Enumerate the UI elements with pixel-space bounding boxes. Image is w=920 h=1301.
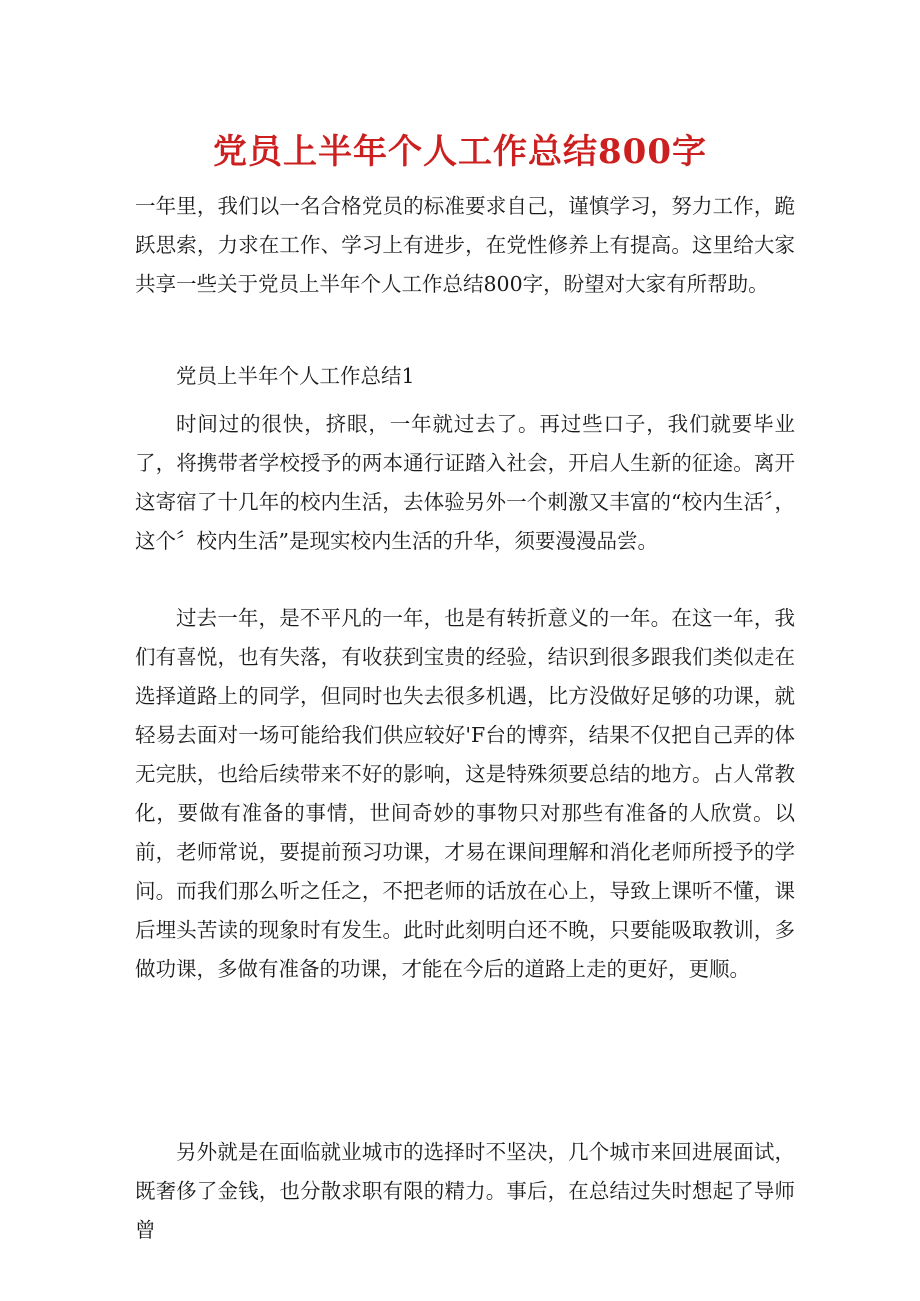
section-heading: 党员上半年个人工作总结1 (176, 364, 415, 388)
intro-paragraph: 一年里，我们以一名合格党员的标准要求自己，谨慎学习，努力工作，跪跃思索，力求在工作、学习上有进步，在党性修养上有提高。这里给大家共享一些关于党员上半年个人工作总结800字，盼望对大家有所帮助。 (135, 194, 795, 296)
body-paragraph-3: 另外就是在面临就业城市的选择时不坚决，几个城市来回进展面试，既奢侈了金钱，也分散求职有限的精力。事后，在总结过失时想起了导师曾 (135, 1140, 795, 1242)
body-paragraph-1: 时间过的很快，挤眼，一年就过去了。再过些口子，我们就要毕业了，将携带者学校授予的两本通行证踏入社会，开启人生新的征途。离开这寄宿了十几年的校内生活，去体验另外一个刺激又丰富的“校内生活〞，这个〞校内生活”是现实校内生活的升华，须要漫漫品尝。 (135, 412, 795, 553)
document-title: 党员上半年个人工作总结800字 (213, 132, 707, 172)
body-paragraph-2: 过去一年，是不平凡的一年，也是有转折意义的一年。在这一年，我们有喜悦，也有失落，有收获到宝贵的经验，结识到很多跟我们类似走在选择道路上的同学，但同时也失去很多机遇，比方没做好足够的功课，就轻易去面对一场可能给我们供应较好'F台的博弈，结果不仅把自己弄的体无完肤，也给后续带来不好的影响，这是特殊须要总结的地方。占人常教化，要做有准备的事情，世间奇妙的事物只对那些有准备的人欣赏。以前，老师常说，要提前预习功课，才易在课间理解和消化老师所授予的学问。而我们那么听之任之，不把老师的话放在心上，导致上课听不懂，课后埋头苦读的现象时有发生。此时此刻明白还不晚，只要能吸取教训，多做功课，多做有准备的功课，才能在今后的道路上走的更好，更顺。 (135, 606, 795, 981)
